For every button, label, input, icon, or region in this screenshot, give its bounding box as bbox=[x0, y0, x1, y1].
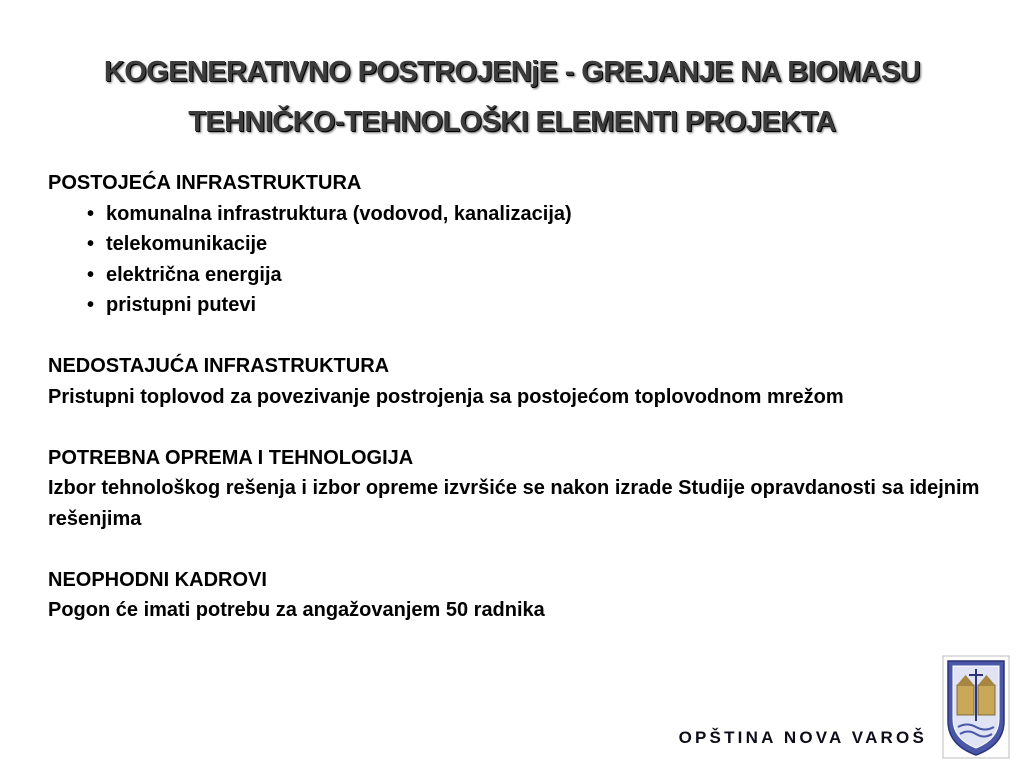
section-staff bbox=[48, 565, 988, 626]
section-text: Izbor tehnološkog rešenja i izbor opreme izvršiće se nakon izrade Studije opravdanosti sa idejnim rešenjima bbox=[48, 477, 980, 530]
list-item bbox=[87, 229, 988, 260]
list-item-text: električna energija bbox=[106, 263, 282, 286]
footer-municipality-name: OPŠTINA NOVA VAROŠ bbox=[678, 728, 927, 747]
section-text: Pogon će imati potrebu za angažovanjem 50 radnika bbox=[48, 599, 545, 621]
section-text: Pristupni toplovod za povezivanje postrojenja sa postojećom toplovodnom mrežom bbox=[48, 385, 844, 408]
slide-content bbox=[48, 168, 988, 656]
section-missing-infrastructure bbox=[48, 351, 988, 412]
municipality-crest-icon bbox=[942, 655, 1010, 759]
bullet-icon: • bbox=[87, 263, 95, 286]
section-heading: POTREBNA OPREMA I TEHNOLOGIJA bbox=[48, 446, 414, 469]
bullet-list bbox=[48, 199, 988, 321]
list-item-text: telekomunikacije bbox=[106, 233, 268, 255]
bullet-icon: • bbox=[87, 202, 95, 225]
bullet-icon: • bbox=[87, 294, 95, 316]
list-item bbox=[87, 290, 988, 321]
section-existing-infrastructure bbox=[48, 168, 988, 321]
section-heading: NEOPHODNI KADROVI bbox=[48, 568, 267, 591]
list-item-text: komunalna infrastruktura (vodovod, kanalizacija) bbox=[106, 202, 572, 225]
section-heading: POSTOJEĆA INFRASTRUKTURA bbox=[48, 172, 362, 194]
slide-title-line-2: TEHNIČKO-TEHNOLOŠKI ELEMENTI PROJEKTA bbox=[188, 106, 836, 138]
slide-title-line-1: KOGENERATIVNO POSTROJENjE - GREJANJE NA BIOMASU bbox=[103, 56, 921, 88]
list-item-text: pristupni putevi bbox=[106, 294, 256, 316]
bullet-icon: • bbox=[87, 233, 95, 255]
section-heading: NEDOSTAJUĆA INFRASTRUKTURA bbox=[48, 355, 390, 377]
section-equipment-technology bbox=[48, 443, 988, 535]
list-item bbox=[87, 260, 988, 291]
list-item bbox=[87, 199, 988, 230]
